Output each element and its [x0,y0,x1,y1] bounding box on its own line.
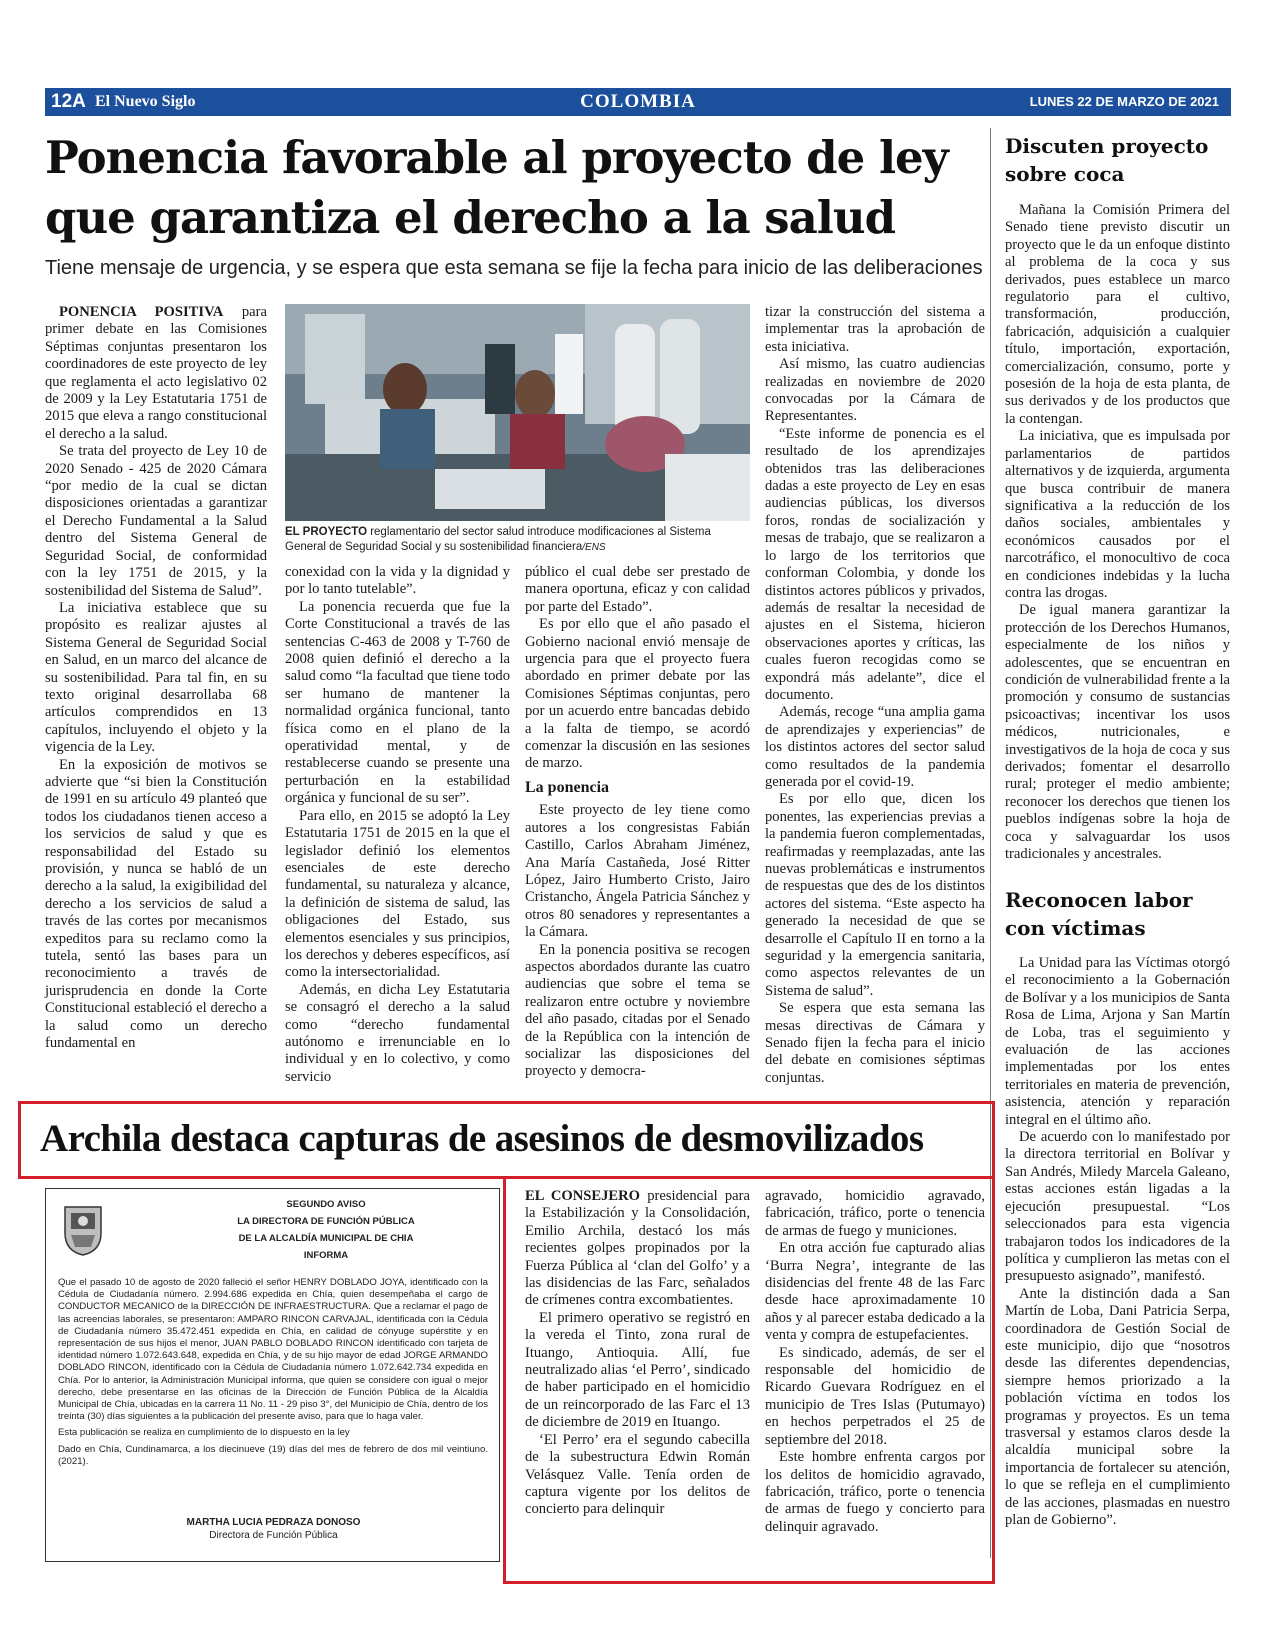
paragraph: En la ponencia positiva se recogen aspectos abordados durante las cuatro audiencias que sobre el tema se realizaron entre octubre y noviembre del año pasado, citadas por el Senado de la República con la intención de socializar las disposiciones del proyecto y democra- [525,941,750,1080]
paragraph: En la exposición de motivos se advierte que “si bien la Constitución de 1991 en su artículo 49 planteó que todos los ciudadanos tienen acceso a los servicios de salud y que es responsabilidad del Estado su provisión, y nunca se habló de un derecho a la salud, la exigibilidad del derecho a los servicios de salud a través de las cortes por mecanismos expeditos para su reclamo como la tutela, sentó las bases para un reconocimiento a través de jurisprudencia en donde la Corte Constitucional estableció el derecho a la salud como un derecho fundamental en [45,756,267,1052]
notice-heading-line: SEGUNDO AVISO [286,1199,366,1210]
notice-paragraph: Que el pasado 10 de agosto de 2020 falleció el señor HENRY DOBLADO JOYA, identificado con la Cédula de Ciudadanía número. 2.994.686 expedida en Chía, quien desempeñaba el cargo de CONDUCTOR MECANICO de la DIRECCIÓN DE INFRAESTRUCTURA. Que a reclamar el pago de las acreencias laborales, se presentaron: AMPARO RINCON CARVAJAL, identificada con la Cédula de Ciudadanía número 35.472.451 expedida en Chía, en calidad de cónyuge supérstite y en representación de sus hijos el menor, JUAN PABLO DOBLADO RINCON identificado con tarjeta de identidad número 1.072.643.648, expedida en Chía, y de su hijo mayor de edad JORGE ARMANDO DOBLADO RINCON, identificado con la Cédula de Ciudadanía número 1.072.642.734 expedida en Chía. Por lo anterior, la Administración Municipal informa, que quien se considere con igual o mejor derecho, debe presentarse en las oficinas de la Dirección de Función Pública de la Alcaldía Municipal de Chía, ubicadas en la carrera 11 No. 11 - 29 piso 3°, del Municipio de Chía, dentro de los treinta (30) días siguientes a la publicación del presente aviso, para que lo haga valer. [58,1277,488,1423]
sidebar-story-2 [1005,955,1230,1529]
title-line: Discuten proyecto [1005,134,1209,158]
notice-signature [46,1516,501,1542]
notice-paragraph: Esta publicación se realiza en cumplimiento de lo dispuesto en la ley [58,1427,350,1439]
paragraph: Mañana la Comisión Primera del Senado tiene previsto discutir un proyecto que le da un enfoque distinto al problema de la coca y sus derivados, pues establece un marco regulatorio para el cultivo, transformación, producción, fabricación, adquisición a cualquier título, importación, exportación, comercialización, consumo, porte y posesión de la hoja de esta planta, de sus derivados y de los productos que la contengan. [1005,202,1230,427]
notice-paragraph: Dado en Chía, Cundinamarca, a los diecinueve (19) días del mes de febrero de dos mil veintiuno. (2021). [58,1443,488,1467]
paragraph: Es por ello que, dicen los ponentes, las experiencias previas a la pandemia fueron complementadas, reafirmadas y reemplazadas, ante las nuevas problemáticas e instrumentos de respuestas que des de los distintos actores del sistema. “Este aspecto ha generado la necesidad de que se desarrolle el Capítulo II en torno a la seguridad y la emergencia sanitaria, como aspectos relevantes de un Sistema de salud”. [765,791,985,999]
headline-line-1: Ponencia favorable al proyecto de ley [45,131,948,184]
paragraph: En otra acción fue capturado alias ‘Burra Negra’, integrante de las disidencias del frente 48 de las Farc desde hace aproximadamente 10 años y al parecer estaba dedicado a la venta y compra de estupefacientes. [765,1240,985,1344]
signer-title: Directora de Función Pública [209,1530,338,1541]
lead-in: PONENCIA POSITIVA [59,304,224,320]
sidebar-story-1-title [1005,132,1208,188]
paragraph: presidencial para la Estabilización y la Consolidación, Emilio Archila, destacó los más recientes golpes propinados por la Fuerza Pública al ‘clan del Golfo’ y a las disidencias de las Farc, señalados de crímenes contra excombatientes. [525,1188,751,1309]
paragraph: La iniciativa establece que su propósito es realizar ajustes al Sistema General de Seguridad Social en Salud, en un marco del alcance de su sostenibilidad. Para tal fin, en su texto original desarrollaba 68 artículos comprendidos en 13 capítulos, incluyendo el objeto y la vigencia de la Ley. [45,599,267,756]
notice-heading-line: LA DIRECTORA DE FUNCIÓN PÚBLICA [237,1216,415,1227]
paragraph: Además, recoge “una amplia gama de aprendizajes y experiencias” de los distintos actores del sector salud como resultados de la pandemia generada por el covid-19. [765,704,985,790]
second-article-column-2 [765,1188,985,1536]
paragraph: Este hombre enfrenta cargos por los delitos de homicidio agravado, fabricación, tráfico, porte o tenencia de armas de fuego y concierto para delinquir agravado. [765,1449,985,1535]
newspaper-brand: El Nuevo Siglo [95,93,196,110]
paragraph: Es sindicado, además, de ser el responsable del homicidio de Ricardo Guevara Rodríguez en el municipio de Tres Islas (Putumayo) en hechos perpetrados el 25 de septiembre del 2018. [765,1344,985,1448]
paragraph: para primer debate en las Comisiones Séptimas conjuntas presentaron los coordinadores de este proyecto de ley que reglamenta el acto legislativo 02 de 2009 y la Ley Estatutaria 1751 de 2015 que eleva a rango constitucional el derecho a la salud. [45,304,267,442]
section-header-bar [45,88,1231,116]
headline-line-2: que garantiza el derecho a la salud [45,191,896,244]
paragraph: La Unidad para las Víctimas otorgó el reconocimiento a la Gobernación de Bolívar y a los municipios de Santa Rosa de Lima, Arjona y San Martín de Loba, tras el seguimiento y evaluación de las acciones implementadas por los entes territoriales en materia de prevención, asistencia, atención y reparación integral en el último año. [1005,955,1230,1128]
notice-heading-line: INFORMA [303,1250,349,1261]
paragraph: De acuerdo con lo manifestado por la directora territorial en Bolívar y San Andrés, Miledy Marcela Galeano, estas acciones están ligadas a la ejecución presupuestal. “Los seleccionados para esta vigencia trabajaron todos los indicadores de la política y cumplieron las metas con el presupuesto asignado”, manifestó. [1005,1129,1230,1285]
notice-body [58,1277,488,1472]
paragraph: Es por ello que el año pasado el Gobierno nacional envió mensaje de urgencia para que el proyecto fuera abordado en primer debate por las Comisiones Séptimas conjuntas, pero por un acuerdo entre bancadas debido a la falta de tiempo, se acordó comenzar la discusión en las sesiones de marzo. [525,616,750,772]
paragraph: El primero operativo se registró en la vereda el Tinto, zona rural de Ituango, Antioquia. Allí, fue neutralizado alias ‘el Perro’, sindicado de haber participado en el homicidio de un reincorporado de las Farc el 13 de diciembre de 2019 en Ituango. [525,1309,750,1431]
sidebar-story-2-title [1005,886,1193,942]
paragraph: La ponencia recuerda que fue la Corte Constitucional a través de las sentencias C-463 de 2008 y T-760 de 2008 quien definió el derecho a la salud como “la facultad que tiene todo ser humano de mantener la normalidad orgánica funcional, tanto física como en el plano de la operatividad mental, y de restablecerse cuando se presente una perturbación en la estabilidad orgánica y funcional de su ser”. [285,598,510,807]
page-number: 12A [51,91,86,112]
lead-in: EL CONSEJERO [525,1188,641,1204]
section-subtitle: La ponencia [525,778,610,796]
paragraph: Para ello, en 2015 se adoptó la Ley Estatutaria 1751 de 2015 en la que el legislador definió los elementos esenciales de este derecho fundamental, su naturaleza y alcance, la definición de sistema de salud, las obligaciones del Estado, sus elementos esenciales y sus principios, los derechos y deberes específicos, así como la intersectorialidad. [285,807,510,981]
photo-credit: /ENS [582,542,606,553]
paragraph: Se trata del proyecto de Ley 10 de 2020 Senado - 425 de 2020 Cámara “por medio de la cual se dictan disposiciones orientadas a garantizar el Derecho Fundamental a la Salud dentro del Sistema General de Seguridad Social, de conformidad con la ley 1751 de 2015, y la sostenibilidad del Sistema de Salud”. [45,443,267,599]
hospital-photo [285,304,750,521]
paragraph: De igual manera garantizar la protección de los Derechos Humanos, especialmente de los niños y adolescentes, que se encuentran en condición de vulnerabilidad frente a la promoción y consumo de sustancias psicoactivas; incentivar los usos médicos, nutricionales, e investigativos de la hoja de coca y sus derivados; fomentar el desarrollo rural; proteger el medio ambiente; reconocer los derechos que tienen los pueblos indígenas sobre la hoja de coca y salvaguardar los usos tradicionales y ancestrales. [1005,602,1230,863]
main-headline [45,128,975,248]
paragraph: agravado, homicidio agravado, fabricación, tráfico, porte o tenencia de armas de fuego y municiones. [765,1188,985,1239]
main-subheadline: Tiene mensaje de urgencia, y se espera que esta semana se fije la fecha para inicio de las deliberaciones [45,257,983,279]
title-line: sobre coca [1005,162,1125,186]
paragraph: “Este informe de ponencia es el resultado de los aprendizajes obtenidos tras las deliberaciones dadas a este proyecto de Ley en esas audiencias públicas, los diversos foros, rondas de socialización y mesas de trabajo, que se realizaron a lo largo de los territorios que conforman Colombia, y donde los distintos actores públicos y privados, además de resaltar la necesidad de ajustes en el Sistema, hicieron observaciones aportes y críticas, las cuales fueron recogidas como se expondrá más adelante”, dice el documento. [765,425,985,703]
article-column-2 [285,564,510,1086]
paragraph: Ante la distinción dada a San Martín de Loba, Dani Patricia Serpa, coordinadora de Gestión Social de este municipio, dijo que “nosotros desde las diferentes dependencias, siempre hemos priorizado a la población víctima en todos los programas y proyectos. Es un tema trasversal y estamos claros desde la alcaldía municipal sobre la importancia de fortalecer su atención, lo que se refleja en el cumplimiento de las acciones, plasmadas en nuestro plan de Gobierno”. [1005,1285,1230,1528]
issue-date: LUNES 22 DE MARZO DE 2021 [1029,94,1219,109]
notice-heading [196,1196,456,1264]
article-column-1 [45,304,267,1052]
title-line: Reconocen labor [1005,888,1193,912]
notice-heading-line: DE LA ALCALDÍA MUNICIPAL DE CHIA [238,1233,414,1244]
legal-notice [45,1188,500,1562]
paragraph: tizar la construcción del sistema a implementar tras la aprobación de esta iniciativa. [765,304,985,355]
paragraph: ‘El Perro’ era el segundo cabecilla de la subestructura Edwin Román Velásquez Valle. Tenía orden de captura vigente por los delitos de concierto para delinquir [525,1431,750,1518]
sidebar-story-1 [1005,202,1230,863]
caption-lead: EL PROYECTO [285,526,368,538]
signer-name: MARTHA LUCIA PEDRAZA DONOSO [186,1517,361,1528]
hospital-scene-image [285,304,750,521]
municipal-crest-icon [61,1201,105,1257]
article-column-3 [525,564,750,1081]
paragraph: Este proyecto de ley tiene como autores a los congresistas Fabián Castillo, Carlos Abraham Jiménez, Ana María Castañeda, José Ritter López, Jairo Humberto Cristo, Jairo Cristancho, Ángela Patricia Sánchez y otros 80 senadores y representantes a la Cámara. [525,802,750,941]
paragraph: conexidad con la vida y la dignidad y por lo tanto tutelable”. [285,564,510,598]
article-column-4 [765,304,985,1087]
section-name: COLOMBIA [580,91,696,112]
paragraph: Así mismo, las cuatro audiencias realizadas en noviembre de 2020 convocadas por la Cámara de Representantes. [765,356,985,425]
paragraph: público el cual debe ser prestado de manera oportuna, eficaz y con calidad por parte del Estado”. [525,564,750,615]
paragraph: Se espera que esta semana las mesas directivas de Cámara y Senado fijen la fecha para el inicio del debate en comisiones séptimas conjuntas. [765,1000,985,1086]
second-headline: Archila destaca capturas de asesinos de desmovilizados [40,1117,924,1160]
second-article-column-1 [525,1188,750,1519]
photo-caption [285,525,750,555]
title-line: con víctimas [1005,916,1146,940]
paragraph: Además, en dicha Ley Estatutaria se consagró el derecho a la salud como “derecho fundamental autónomo e irrenunciable en lo individual y en lo colectivo, y como servicio [285,981,510,1085]
caption-text: reglamentario del sector salud introduce modificaciones al Sistema General de Seguridad Social y su sostenibilidad financiera [285,526,711,553]
paragraph: La iniciativa, que es impulsada por parlamentarios de partidos alternativos y de izquierda, argumenta que busca contribuir de manera significativa a la reducción de los daños sociales, ambientales y económicos causados por el narcotráfico, el monocultivo de coca en condiciones indebidas y la lucha contra las drogas. [1005,428,1230,601]
